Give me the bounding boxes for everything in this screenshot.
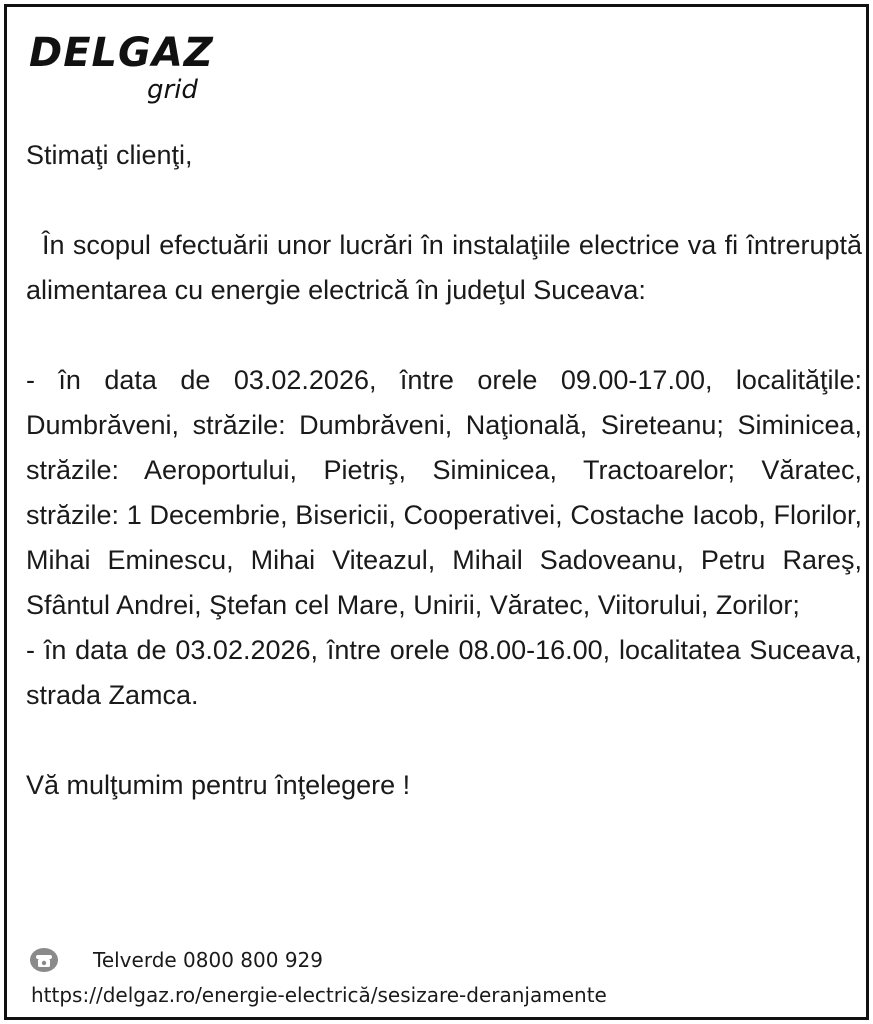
report-url[interactable]: https://delgaz.ro/energie-electrică/sesizare-deranjamente — [31, 983, 607, 1007]
notice-frame — [4, 4, 869, 1020]
spacer — [26, 313, 862, 358]
spacer — [26, 718, 862, 763]
outage-item-2: - în data de 03.02.2026, între orele 08.00-16.00, localitatea Suceava, strada Zamca. — [26, 635, 862, 710]
logo-subtitle: grid — [147, 75, 198, 105]
spacer — [26, 178, 862, 223]
delgaz-grid-logo — [29, 31, 229, 111]
thanks-line: Vă mulţumim pentru înţelegere ! — [26, 770, 411, 800]
notice-body — [26, 133, 862, 808]
intro-paragraph: În scopul efectuării unor lucrări în instalaţiile electrice va fi întreruptă alimentarea cu energie electrică în judeţul Suceava: — [26, 230, 862, 305]
greeting: Stimaţi clienţi, — [26, 140, 193, 170]
phone-line — [29, 945, 323, 975]
telephone-icon — [29, 947, 59, 973]
logo-wordmark: DELGAZ — [29, 30, 214, 76]
outage-item-1: - în data de 03.02.2026, între orele 09.00-17.00, localităţile: Dumbrăveni, străzile: Dumbrăveni, Naţională, Sireteanu; Siminicea, străzile: Aeroportului, Pietriş, Siminicea, Tractoarelor; Văratec, străzile: 1 Decembrie, Bisericii, Cooperativei, Costache Iacob, Florilor, Mihai Eminescu, Mihai Viteazul, Mihail Sadoveanu, Petru Rareş, Sfântul Andrei, Ştefan cel Mare, Unirii, Văratec, Viitorului, Zorilor; — [26, 365, 862, 620]
phone-number: Telverde 0800 800 929 — [93, 948, 324, 972]
